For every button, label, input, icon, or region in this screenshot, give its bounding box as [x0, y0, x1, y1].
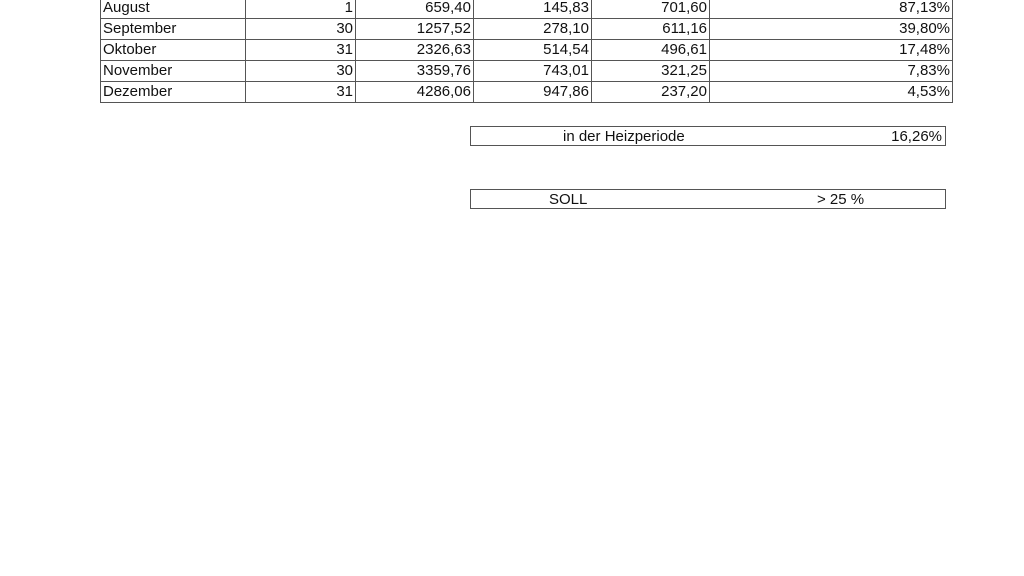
days-cell: 1: [246, 0, 356, 19]
month-cell: August: [101, 0, 246, 19]
percent-cell: 4,53%: [710, 82, 953, 103]
month-cell: Oktober: [101, 40, 246, 61]
table-row: [101, 61, 953, 82]
value-cell: 3359,76: [356, 61, 474, 82]
value-cell: 659,40: [356, 0, 474, 19]
value-cell: 2326,63: [356, 40, 474, 61]
value-cell: 321,25: [592, 61, 710, 82]
monthly-data-table: [100, 0, 953, 103]
value-cell: 701,60: [592, 0, 710, 19]
value-cell: 1257,52: [356, 19, 474, 40]
value-cell: 514,54: [474, 40, 592, 61]
month-cell: November: [101, 61, 246, 82]
table-row: [101, 0, 953, 19]
table-row: [101, 19, 953, 40]
soll-value: > 25 %: [817, 191, 865, 208]
heizperiode-value: 16,26%: [891, 128, 942, 145]
days-cell: 30: [246, 19, 356, 40]
soll-summary-box: [470, 189, 946, 209]
percent-cell: 17,48%: [710, 40, 953, 61]
heizperiode-summary-box: [470, 126, 946, 146]
value-cell: 278,10: [474, 19, 592, 40]
percent-cell: 87,13%: [710, 0, 953, 19]
days-cell: 31: [246, 40, 356, 61]
days-cell: 31: [246, 82, 356, 103]
soll-label: SOLL: [549, 191, 588, 208]
value-cell: 496,61: [592, 40, 710, 61]
percent-cell: 39,80%: [710, 19, 953, 40]
days-cell: 30: [246, 61, 356, 82]
percent-cell: 7,83%: [710, 61, 953, 82]
heizperiode-label: in der Heizperiode: [563, 128, 685, 145]
month-cell: September: [101, 19, 246, 40]
table-row: [101, 82, 953, 103]
value-cell: 947,86: [474, 82, 592, 103]
month-cell: Dezember: [101, 82, 246, 103]
value-cell: 145,83: [474, 0, 592, 19]
table-row: [101, 40, 953, 61]
value-cell: 743,01: [474, 61, 592, 82]
value-cell: 611,16: [592, 19, 710, 40]
value-cell: 4286,06: [356, 82, 474, 103]
value-cell: 237,20: [592, 82, 710, 103]
